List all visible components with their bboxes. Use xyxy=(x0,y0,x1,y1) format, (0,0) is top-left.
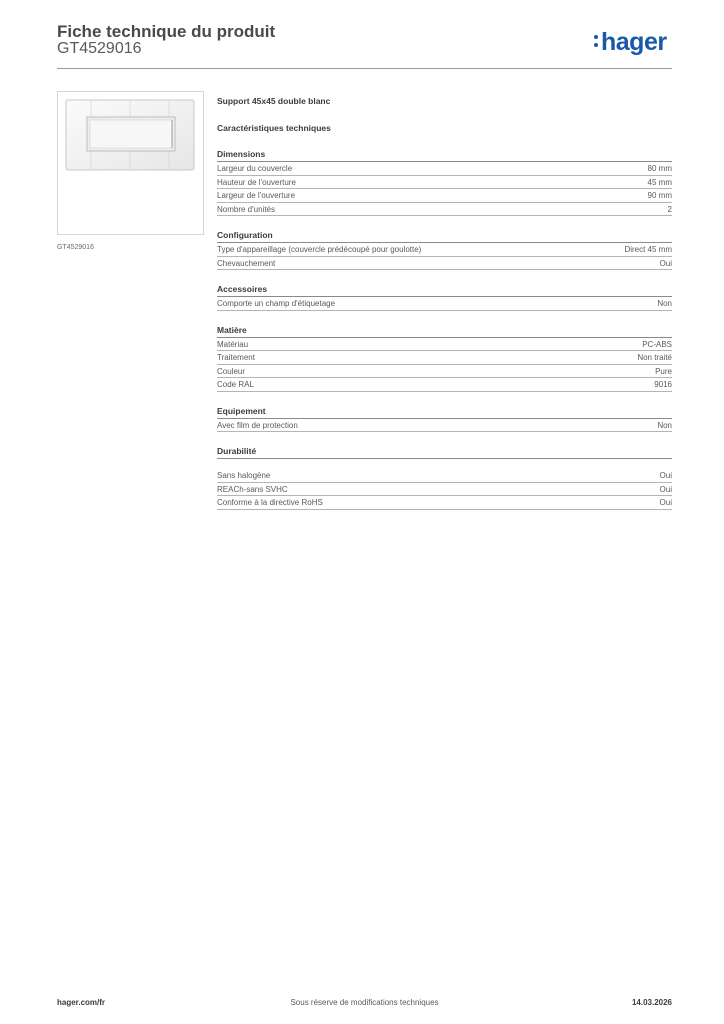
section-matiere xyxy=(217,322,672,392)
spec-value: Non traité xyxy=(637,353,672,362)
section-durabilite xyxy=(217,443,672,510)
spec-value: Oui xyxy=(659,498,672,507)
spec-row xyxy=(217,351,672,365)
hager-logo xyxy=(594,28,667,57)
spec-label: Nombre d'unités xyxy=(217,204,275,214)
spec-row xyxy=(217,257,672,271)
switch-plate-illustration xyxy=(58,92,203,234)
section-heading: Accessoires xyxy=(217,281,672,297)
page-title: Fiche technique du produit xyxy=(57,22,276,41)
spec-row xyxy=(217,365,672,379)
logo-dots-icon xyxy=(594,33,599,49)
section-heading: Configuration xyxy=(217,227,672,243)
spec-row xyxy=(217,162,672,176)
spec-value: PC-ABS xyxy=(642,339,672,349)
header-divider xyxy=(57,68,672,69)
spec-label: Sans halogène xyxy=(217,471,271,480)
spec-value: Non xyxy=(657,299,672,308)
spec-row xyxy=(217,243,672,257)
image-caption: GT4529016 xyxy=(57,244,94,251)
spec-value: Pure xyxy=(655,366,672,376)
spec-value: 2 xyxy=(667,204,672,214)
logo-text: hager xyxy=(601,28,667,56)
product-image xyxy=(57,91,204,235)
spec-row xyxy=(217,203,672,217)
spec-panel xyxy=(217,92,672,510)
spec-label: Traitement xyxy=(217,353,255,362)
spec-label: Largeur du couvercle xyxy=(217,164,293,173)
spec-value: Direct 45 mm xyxy=(624,245,672,254)
section-dimensions xyxy=(217,146,672,216)
spec-label: Comporte un champ d'étiquetage xyxy=(217,299,336,308)
spec-value: Oui xyxy=(659,258,672,268)
spec-label: Couleur xyxy=(217,366,246,376)
spec-row xyxy=(217,469,672,483)
footer-date: 14.03.2026 xyxy=(631,998,672,1007)
spec-row xyxy=(217,176,672,190)
spec-label: Avec film de protection xyxy=(217,420,298,430)
spec-value: 9016 xyxy=(654,380,672,389)
spec-value: 80 mm xyxy=(647,164,672,173)
spec-label: Conforme à la directive RoHS xyxy=(217,498,323,507)
technical-heading: Caractéristiques techniques xyxy=(217,123,331,133)
spec-row xyxy=(217,338,672,352)
spec-label: Code RAL xyxy=(217,380,254,389)
footer-notice: Sous réserve de modifications techniques xyxy=(290,998,439,1007)
section-heading: Dimensions xyxy=(217,146,672,162)
spec-label: Type d'appareillage (couvercle prédécoupé pour goulotte) xyxy=(217,245,422,254)
spec-row xyxy=(217,297,672,311)
section-configuration xyxy=(217,227,672,270)
spec-value: 45 mm xyxy=(647,177,672,187)
spec-row xyxy=(217,483,672,497)
section-heading: Matière xyxy=(217,322,672,338)
spec-value: 90 mm xyxy=(647,191,672,200)
spec-value: Oui xyxy=(659,471,672,480)
spec-row xyxy=(217,419,672,433)
spec-label: Matériau xyxy=(217,339,249,349)
footer-website-link[interactable]: hager.com/fr xyxy=(57,998,106,1007)
spec-row xyxy=(217,378,672,392)
spec-label: Hauteur de l'ouverture xyxy=(217,177,296,187)
spec-row xyxy=(217,189,672,203)
section-heading: Durabilité xyxy=(217,443,672,459)
spec-value: Non xyxy=(657,420,672,430)
section-accessoires xyxy=(217,281,672,311)
product-reference: GT4529016 xyxy=(57,40,142,57)
spec-value: Oui xyxy=(659,484,672,494)
section-heading: Equipement xyxy=(217,403,672,419)
spec-label: Chevauchement xyxy=(217,258,276,268)
section-equipement xyxy=(217,403,672,433)
product-name: Support 45x45 double blanc xyxy=(217,96,331,106)
spec-label: Largeur de l'ouverture xyxy=(217,191,296,200)
spec-row xyxy=(217,496,672,510)
spec-label: REACh-sans SVHC xyxy=(217,484,288,494)
